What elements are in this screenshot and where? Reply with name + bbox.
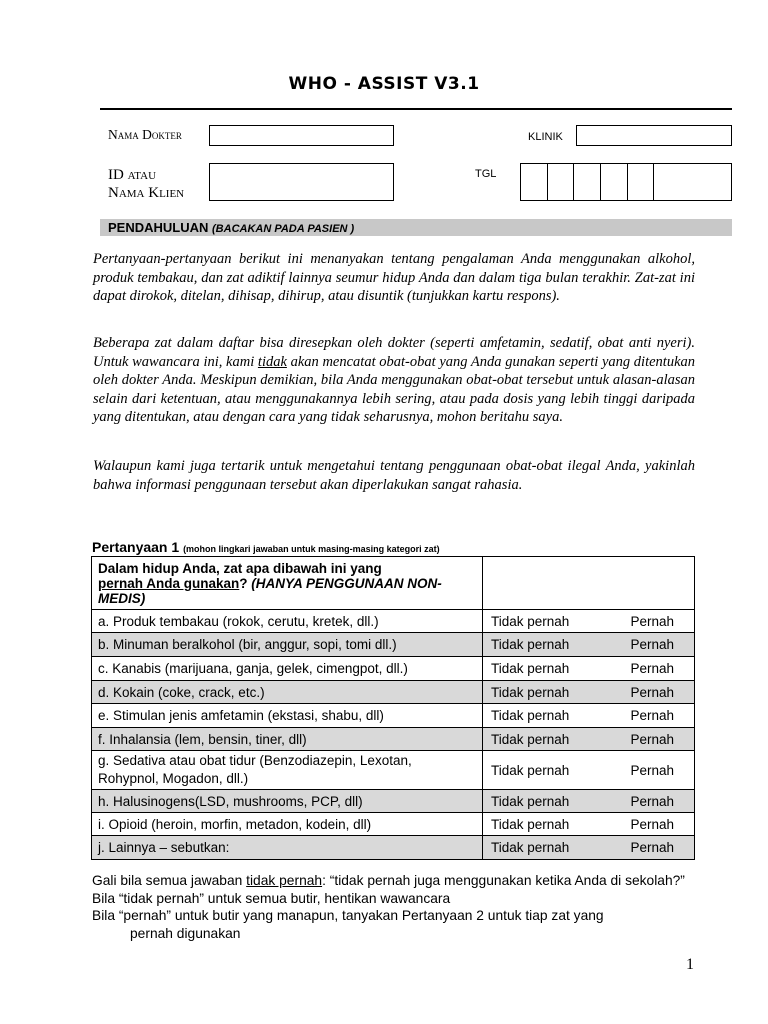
question1-header-rest: ? <box>239 575 248 591</box>
intro-heading <box>100 219 732 236</box>
answer-tidak-pernah[interactable]: Tidak pernah <box>491 613 570 629</box>
table-row <box>92 751 695 790</box>
answer-tidak-pernah[interactable]: Tidak pernah <box>491 840 570 855</box>
answer-pernah[interactable]: Pernah <box>630 840 674 855</box>
question1-header <box>92 557 483 610</box>
intro-paragraph-2-part: Beberapa zat dalam daftar bisa diresepkan oleh dokter (seperti amfetamin, sedatif, obat anti nyeri). Untuk wawancara ini, kami <box>93 335 695 370</box>
answer-cell <box>483 657 695 681</box>
question1-title: Pertanyaan 1 <box>92 539 180 555</box>
substance-cell: b. Minuman beralkohol (bir, anggur, sopi, tomi dll.) <box>92 633 483 657</box>
intro-heading-note: (BACAKAN PADA PASIEN ) <box>212 223 355 235</box>
instruction-line-3: Bila “pernah” untuk butir yang manapun, tanyakan Pertanyaan 2 untuk tiap zat yang <box>92 908 604 923</box>
answer-cell <box>483 633 695 657</box>
answer-cell <box>483 728 695 751</box>
instruction-part: Gali bila semua jawaban <box>92 873 247 888</box>
answer-cell <box>483 836 695 860</box>
nama-dokter-field[interactable] <box>209 125 394 146</box>
question1-note: (mohon lingkari jawaban untuk masing-masing kategori zat) <box>183 544 440 554</box>
answer-header-cell <box>483 557 695 610</box>
answer-tidak-pernah[interactable]: Tidak pernah <box>491 793 570 809</box>
table-row <box>92 704 695 728</box>
date-cell[interactable] <box>574 164 601 200</box>
instruction-part: : “tidak pernah juga menggunakan ketika Anda di sekolah?” <box>322 873 685 888</box>
table-row <box>92 657 695 681</box>
table-row <box>92 633 695 657</box>
answer-tidak-pernah[interactable]: Tidak pernah <box>491 661 570 676</box>
nama-dokter-label: Nama Dokter <box>108 127 182 142</box>
answer-pernah[interactable]: Pernah <box>630 613 674 629</box>
id-label-line2: Nama Klien <box>108 185 185 201</box>
answer-tidak-pernah[interactable]: Tidak pernah <box>491 816 570 832</box>
date-cell[interactable] <box>654 164 731 200</box>
substance-cell: h. Halusinogens(LSD, mushrooms, PCP, dll) <box>92 790 483 813</box>
answer-pernah[interactable]: Pernah <box>630 637 674 652</box>
substance-cell: j. Lainnya – sebutkan: <box>92 836 483 860</box>
answer-pernah[interactable]: Pernah <box>630 762 674 778</box>
answer-cell <box>483 610 695 633</box>
answer-cell <box>483 704 695 728</box>
question1-header-note: (HANYA PENGGUNAAN NON-MEDIS) <box>98 575 442 606</box>
date-cell[interactable] <box>628 164 655 200</box>
id-label-line1: ID atau <box>108 167 157 183</box>
date-cell[interactable] <box>548 164 575 200</box>
question1-header-line1: Dalam hidup Anda, zat apa dibawah ini yang <box>98 560 382 576</box>
question1-header-underline: pernah Anda gunakan <box>98 575 240 591</box>
answer-cell <box>483 813 695 836</box>
answer-tidak-pernah[interactable]: Tidak pernah <box>491 731 570 747</box>
answer-cell <box>483 751 695 790</box>
question1-table <box>91 556 695 860</box>
answer-pernah[interactable]: Pernah <box>630 731 674 747</box>
question1-header-line2 <box>98 576 476 606</box>
intro-heading-text: PENDAHULUAN <box>108 220 209 235</box>
intro-paragraph-3: Walaupun kami juga tertarik untuk mengetahui tentang penggunaan obat-obat ilegal Anda, yakinlah bahwa informasi penggunaan tersebut akan diperlakukan sangat rahasia. <box>93 458 695 493</box>
intro-paragraph-2-underline: tidak <box>257 353 287 370</box>
table-row <box>92 728 695 751</box>
klinik-field[interactable] <box>576 125 732 146</box>
intro-paragraph-2-part: akan mencatat obat-obat yang Anda gunakan seperti yang ditentukan oleh dokter Anda. Meskipun demikian, bila Anda menggunakan obat-obat tersebut untuk alasan-alasan selain dari ketentuan, atau menggunakannya lebih sering, atau pada dosis yang lebih tinggi daripada yang ditentukan, atau dengan cara yang tidak seharusnya, mohon beritahu saya. <box>93 353 696 425</box>
id-klien-field[interactable] <box>209 163 394 201</box>
instruction-line-1 <box>92 872 695 890</box>
page-number: 1 <box>686 956 694 973</box>
instruction-line-2: Bila “tidak pernah” untuk semua butir, hentikan wawancara <box>92 890 451 906</box>
substance-cell: a. Produk tembakau (rokok, cerutu, kretek, dll.) <box>92 610 483 633</box>
answer-pernah[interactable]: Pernah <box>630 793 674 809</box>
table-row <box>92 836 695 860</box>
klinik-label: KLINIK <box>528 131 563 143</box>
substance-cell: d. Kokain (coke, crack, etc.) <box>92 681 483 704</box>
answer-tidak-pernah[interactable]: Tidak pernah <box>491 637 570 652</box>
answer-tidak-pernah[interactable]: Tidak pernah <box>491 708 570 723</box>
substance-cell: f. Inhalansia (lem, bensin, tiner, dll) <box>92 728 483 751</box>
tgl-label: TGL <box>475 168 497 180</box>
table-row <box>92 790 695 813</box>
answer-tidak-pernah[interactable]: Tidak pernah <box>491 684 570 700</box>
question1-label <box>92 539 440 555</box>
title-rule <box>100 108 732 110</box>
answer-pernah[interactable]: Pernah <box>630 684 674 700</box>
intro-paragraph-1: Pertanyaan-pertanyaan berikut ini menanyakan tentang pengalaman Anda menggunakan alkohol, produk tembakau, dan zat adiktif lainnya seumur hidup Anda dan dalam tiga bulan terakhir. Zat-zat ini dapat dirokok, ditelan, dihisap, dihirup, atau disuntik (tunjukkan kartu respons). <box>93 251 695 304</box>
substance-cell: g. Sedativa atau obat tidur (Benzodiazepin, Lexotan, Rohypnol, Mogadon, dll.) <box>92 751 483 790</box>
tgl-date-cells[interactable] <box>520 163 732 201</box>
form-title: WHO - ASSIST V3.1 <box>288 74 480 94</box>
answer-cell <box>483 790 695 813</box>
table-header-row <box>92 557 695 610</box>
table-row <box>92 813 695 836</box>
answer-pernah[interactable]: Pernah <box>630 661 674 676</box>
answer-pernah[interactable]: Pernah <box>630 708 674 723</box>
substance-cell: e. Stimulan jenis amfetamin (ekstasi, shabu, dll) <box>92 704 483 728</box>
date-cell[interactable] <box>601 164 628 200</box>
answer-pernah[interactable]: Pernah <box>630 816 674 832</box>
substance-cell: c. Kanabis (marijuana, ganja, gelek, cimengpot, dll.) <box>92 657 483 681</box>
instruction-line-4: pernah digunakan <box>130 925 241 941</box>
answer-tidak-pernah[interactable]: Tidak pernah <box>491 762 570 778</box>
intro-paragraph-2 <box>93 334 695 427</box>
table-row <box>92 681 695 704</box>
table-row <box>92 610 695 633</box>
instructions <box>92 872 695 942</box>
answer-cell <box>483 681 695 704</box>
instruction-underline: tidak pernah <box>246 873 323 888</box>
date-cell[interactable] <box>521 164 548 200</box>
substance-cell: i. Opioid (heroin, morfin, metadon, kodein, dll) <box>92 813 483 836</box>
